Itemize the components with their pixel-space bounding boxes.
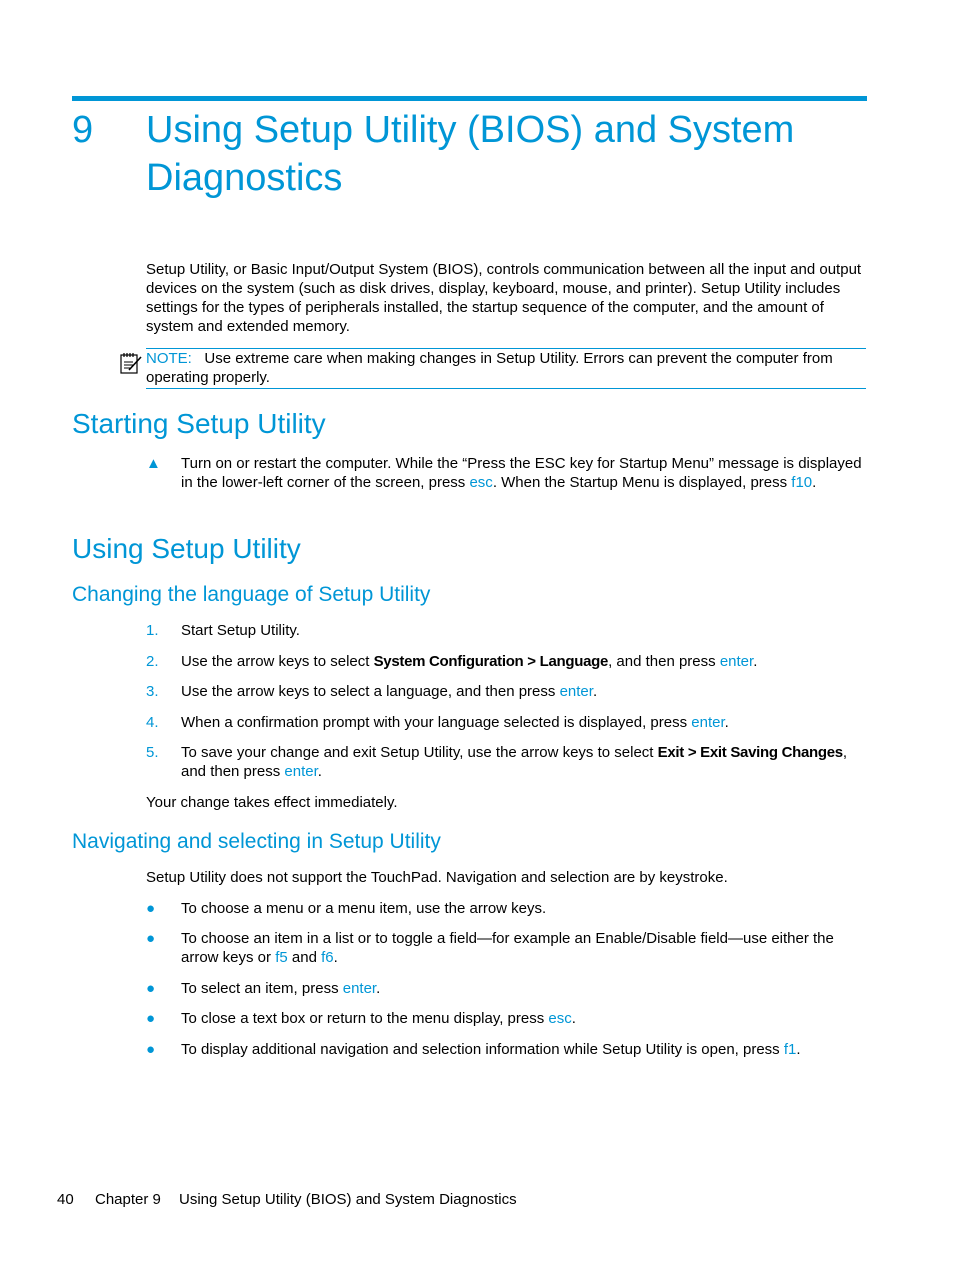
step-text-post: . (724, 714, 729, 731)
list-item-post: . (376, 980, 381, 997)
starting-step-text-b: . When the Startup Menu is displayed, press (492, 474, 792, 491)
chapter-number: 9 (72, 109, 94, 151)
step-text-pre: When a confirmation prompt with your language selected is displayed, press (181, 714, 692, 731)
list-item-pre: To select an item, press (181, 980, 343, 997)
step-text-pre: Use the arrow keys to select a language, and then press (181, 683, 560, 700)
step-number: 2. (146, 653, 159, 670)
step-text (181, 743, 866, 781)
bullet-icon: ● (146, 900, 156, 917)
key-f6: f6 (321, 949, 334, 966)
bullet-icon: ● (146, 1041, 156, 1058)
step-text-mid: , and then press (608, 653, 720, 670)
triangle-icon: ▲ (146, 455, 161, 472)
step-text-post: . (317, 763, 322, 780)
key-f1: f1 (783, 1041, 797, 1058)
step-number: 4. (146, 714, 159, 731)
note-icon (119, 351, 143, 375)
key-enter: enter (559, 683, 593, 700)
step-number: 3. (146, 683, 159, 700)
step-text-post: . (592, 683, 598, 700)
chapter-title: Using Setup Utility (BIOS) and System Diagnostics (146, 109, 795, 199)
heading-navigating: Navigating and selecting in Setup Utility (72, 830, 441, 853)
note-label: NOTE: (146, 350, 192, 367)
starting-step-text-a: Turn on or restart the computer. While the “Press the ESC key for Startup Menu” message is displayed in the lower-left corner of the screen, press (181, 455, 862, 491)
key-esc: esc (548, 1010, 572, 1027)
list-item (181, 1009, 866, 1028)
key-f10: f10 (791, 474, 813, 491)
note-text: Use extreme care when making changes in Setup Utility. Errors can prevent the computer from operating properly. (146, 350, 833, 386)
chapter-rule (72, 96, 867, 101)
menu-path: Exit > Exit Saving Changes (657, 744, 843, 761)
step-text (181, 652, 866, 671)
list-item (181, 929, 866, 967)
starting-step (181, 454, 866, 492)
key-enter: enter (342, 980, 377, 997)
step-text-mid: , and then press (181, 744, 847, 780)
intro-paragraph: Setup Utility, or Basic Input/Output System (BIOS), controls communication between all the input and output devices on the system (such as disk drives, display, keyboard, mouse, and printer). Setup Utility includes settings for the types of peripherals installed, the startup sequence of the computer, and the amount of system and extended memory. (146, 261, 862, 335)
note-box (146, 348, 866, 389)
key-f5: f5 (275, 949, 288, 966)
list-item (181, 979, 866, 998)
list-item-pre: To choose an item in a list or to toggle a field—for example an Enable/Disable field—use either the arrow keys or (181, 930, 834, 966)
footer-chapter-label: Chapter 9 (95, 1191, 161, 1208)
bullet-icon: ● (146, 1010, 156, 1027)
navigating-intro: Setup Utility does not support the TouchPad. Navigation and selection are by keystroke. (146, 869, 728, 886)
step-number: 1. (146, 622, 159, 639)
menu-path: System Configuration > Language (373, 653, 609, 670)
list-item-pre: To display additional navigation and selection information while Setup Utility is open, press (181, 1041, 784, 1058)
step-text (181, 682, 866, 701)
key-esc: esc (469, 474, 493, 491)
step-text-pre: To save your change and exit Setup Utility, use the arrow keys to select (181, 744, 658, 761)
bullet-icon: ● (146, 930, 156, 947)
step-text-pre: Use the arrow keys to select (181, 653, 374, 670)
key-enter: enter (284, 763, 318, 780)
heading-using-setup-utility: Using Setup Utility (72, 533, 301, 564)
bullet-icon: ● (146, 980, 156, 997)
step-text-post: . (753, 653, 758, 670)
step-text (181, 713, 866, 732)
step-number: 5. (146, 744, 159, 761)
language-after-text: Your change takes effect immediately. (146, 794, 398, 811)
starting-step-text-c: . (812, 474, 817, 491)
list-item: To choose a menu or a menu item, use the arrow keys. (181, 900, 547, 917)
list-item-mid: and (287, 949, 322, 966)
heading-changing-language: Changing the language of Setup Utility (72, 583, 431, 606)
list-item-post: . (571, 1010, 576, 1027)
list-item-post: . (796, 1041, 801, 1058)
list-item-post: . (333, 949, 338, 966)
step-text: Start Setup Utility. (181, 622, 300, 639)
list-item (181, 1040, 866, 1059)
footer-page-number: 40 (57, 1191, 74, 1208)
footer-chapter-title: Using Setup Utility (BIOS) and System Diagnostics (179, 1191, 517, 1208)
list-item-pre: To close a text box or return to the menu display, press (181, 1010, 549, 1027)
key-enter: enter (691, 714, 725, 731)
heading-starting-setup-utility: Starting Setup Utility (72, 408, 326, 439)
key-enter: enter (719, 653, 754, 670)
